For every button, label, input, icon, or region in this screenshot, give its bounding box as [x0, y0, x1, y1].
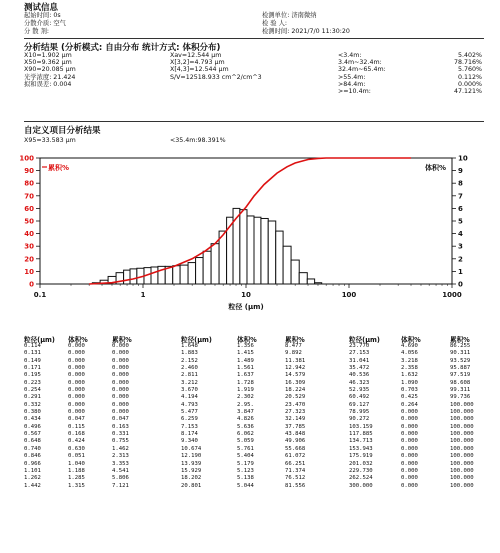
y-tick-label-right: 7: [458, 192, 463, 201]
table-cell: 100.000: [450, 438, 474, 445]
table-cell: 0.000: [401, 409, 418, 416]
table-cell: 20.801: [181, 482, 202, 489]
table-cell: 1.040: [68, 460, 85, 467]
table-cell: 0.000: [68, 409, 85, 416]
table-col-cum-1: [112, 343, 129, 490]
analysis-col4: 5.402% 78.716% 5.760% 0.112% 0.000% 47.121%: [453, 52, 482, 96]
table-cell: 0.000: [112, 350, 129, 357]
histogram-bar: [291, 260, 299, 284]
start-time: 起始时间: 0s: [24, 12, 61, 19]
table-col-cum-2: [285, 343, 305, 490]
custom-x95: X95=33.583 μm: [24, 137, 76, 144]
table-header-size: 粒径(μm): [349, 336, 380, 344]
y-tick-label-left: 10: [24, 267, 34, 276]
table-cell: 16.309: [285, 379, 306, 386]
histogram-bar: [188, 263, 196, 284]
table-cell: 0.000: [401, 431, 418, 438]
table-cell: 61.072: [285, 453, 306, 460]
custom-heading: 自定义项目分析结果: [24, 126, 101, 136]
histogram-bar: [180, 265, 188, 284]
table-cell: 8.174: [181, 431, 198, 438]
table-cell: 40.536: [349, 372, 370, 379]
table-cell: 6.062: [237, 431, 254, 438]
table-cell: 98.608: [450, 379, 471, 386]
table-cell: 55.668: [285, 445, 306, 452]
table-cell: 4.541: [112, 467, 129, 474]
table-cell: 35.472: [349, 365, 370, 372]
table-cell: 95.887: [450, 365, 471, 372]
table-cell: 0.163: [112, 423, 129, 430]
table-cell: 262.524: [349, 475, 373, 482]
table-cell: 0.000: [112, 343, 129, 349]
table-cell: 2.358: [401, 365, 418, 372]
table-cell: 81.556: [285, 482, 306, 489]
table-cell: 0.703: [401, 387, 418, 394]
histogram-bar: [240, 210, 247, 284]
table-cell: 0.195: [24, 372, 41, 379]
table-cell: 1.632: [401, 372, 418, 379]
table-cell: 18.224: [285, 387, 306, 394]
y-tick-label-right: 2: [458, 255, 463, 264]
table-cell: 32.149: [285, 416, 306, 423]
y-tick-label-left: 0: [29, 280, 34, 289]
table-cell: 153.943: [349, 445, 373, 452]
histogram-bar: [254, 217, 261, 284]
table-cell: 5.404: [237, 453, 254, 460]
table-cell: 1.919: [237, 387, 254, 394]
table-cell: 0.171: [24, 365, 41, 372]
table-cell: 31.041: [349, 357, 370, 364]
table-cell: 0.000: [112, 387, 129, 394]
custom-percent: <35.4m:98.391%: [170, 137, 226, 144]
table-header-vol: 体积%: [237, 336, 257, 344]
histogram-bar: [261, 218, 268, 284]
table-header-size: 粒径(μm): [24, 336, 55, 344]
table-cell: 18.202: [181, 475, 202, 482]
table-col-size-1: [24, 343, 41, 490]
table-cell: 3.847: [237, 409, 254, 416]
table-cell: 100.000: [450, 401, 474, 408]
table-cell: 20.529: [285, 394, 306, 401]
table-cell: 100.000: [450, 482, 474, 489]
table-cell: 0.630: [68, 445, 85, 452]
table-cell: 0.966: [24, 460, 41, 467]
table-cell: 0.496: [24, 423, 41, 430]
table-cell: 3.670: [181, 387, 198, 394]
y-tick-label-right: 9: [458, 167, 463, 176]
table-cell: 0.434: [24, 416, 41, 423]
table-cell: 5.123: [237, 467, 254, 474]
y-tick-label-right: 0: [458, 280, 463, 289]
data-table: [0, 334, 500, 553]
x-tick-label: 1: [140, 291, 146, 299]
table-cell: 0.000: [401, 467, 418, 474]
table-cell: 5.044: [237, 482, 254, 489]
x-tick-label: 10: [241, 291, 251, 299]
table-cell: 0.000: [401, 423, 418, 430]
table-cell: 23.470: [285, 401, 306, 408]
divider: [24, 38, 484, 39]
y-tick-label-right: 1: [458, 267, 463, 276]
table-cell: 0.149: [24, 357, 41, 364]
table-cell: 1.315: [68, 482, 85, 489]
table-cell: 0.000: [112, 372, 129, 379]
table-cell: 23.770: [349, 343, 370, 349]
y-tick-label-right: 4: [458, 230, 463, 239]
y-tick-label-left: 100: [19, 154, 34, 163]
table-header-vol: 体积%: [68, 336, 88, 344]
table-cell: 43.848: [285, 431, 306, 438]
table-cell: 117.885: [349, 431, 373, 438]
table-cell: 1.285: [68, 475, 85, 482]
y-tick-label-left: 70: [24, 192, 34, 201]
table-cell: 1.262: [24, 475, 41, 482]
x-axis-label: 粒径 (μm): [228, 303, 264, 311]
table-cell: 0.047: [112, 416, 129, 423]
table-cell: 0.567: [24, 431, 41, 438]
table-cell: 0.424: [68, 438, 85, 445]
y-tick-label-left: 50: [24, 217, 34, 226]
table-cell: 14.579: [285, 372, 306, 379]
table-cell: 0.000: [401, 438, 418, 445]
histogram-bar: [173, 266, 180, 284]
table-cell: 103.159: [349, 423, 373, 430]
table-cell: 76.512: [285, 475, 306, 482]
table-cell: 3.212: [181, 379, 198, 386]
table-cell: 0.000: [112, 409, 129, 416]
table-cell: 1.648: [181, 343, 198, 349]
histogram-bar: [276, 231, 283, 284]
table-cell: 8.477: [285, 343, 302, 349]
table-cell: 9.892: [285, 350, 302, 357]
table-cell: 0.047: [68, 416, 85, 423]
analysis-col1: X10=1.902 μm X50=9.362 μm X90=20.085 μm 光学浓度: 21.424 拟和误差: 0.004: [24, 52, 76, 88]
table-cell: 175.919: [349, 453, 373, 460]
table-col-size-3: [349, 343, 373, 490]
dispersant: 分散介质: 空气: [24, 20, 66, 27]
table-cell: 100.000: [450, 453, 474, 460]
table-cell: 60.492: [349, 394, 370, 401]
table-header-cum: 累积%: [112, 336, 132, 344]
table-cell: 300.000: [349, 482, 373, 489]
table-cell: 5.636: [237, 423, 254, 430]
table-col-vol-2: [237, 343, 254, 490]
table-cell: 100.000: [450, 467, 474, 474]
table-cell: 97.519: [450, 372, 471, 379]
table-cell: 0.264: [401, 401, 418, 408]
table-cell: 0.114: [24, 343, 41, 349]
table-cell: 0.051: [68, 453, 85, 460]
table-cell: 0.000: [401, 416, 418, 423]
table-header-vol: 体积%: [401, 336, 421, 344]
table-cell: 100.000: [450, 445, 474, 452]
table-cell: 0.000: [112, 394, 129, 401]
table-cell: 99.736: [450, 394, 471, 401]
table-cell: 90.311: [450, 350, 471, 357]
table-cell: 71.374: [285, 467, 306, 474]
table-cell: 2.460: [181, 365, 198, 372]
table-cell: 27.323: [285, 409, 306, 416]
table-cell: 0.000: [68, 394, 85, 401]
table-cell: 100.000: [450, 416, 474, 423]
table-cell: 11.381: [285, 357, 306, 364]
table-cell: 69.127: [349, 401, 370, 408]
table-cell: 134.713: [349, 438, 373, 445]
table-cell: 0.000: [401, 453, 418, 460]
y-tick-label-left: 30: [24, 242, 34, 251]
table-cell: 0.000: [112, 357, 129, 364]
table-cell: 0.000: [68, 343, 85, 349]
table-cell: 2.95.: [237, 401, 254, 408]
table-cell: 0.000: [112, 365, 129, 372]
table-cell: 4.690: [401, 343, 418, 349]
table-cell: 5.806: [112, 475, 129, 482]
table-cell: 0.000: [68, 350, 85, 357]
table-cell: 100.000: [450, 475, 474, 482]
table-cell: 1.356: [237, 343, 254, 349]
particle-size-chart: [0, 148, 500, 318]
table-cell: 2.811: [181, 372, 198, 379]
table-cell: 100.000: [450, 423, 474, 430]
legend-volume: 体积%: [424, 164, 446, 172]
histogram-bar: [307, 279, 314, 284]
table-cell: 0.000: [401, 482, 418, 489]
table-cell: 66.251: [285, 460, 306, 467]
y-tick-label-left: 60: [24, 204, 34, 213]
table-cell: 52.935: [349, 387, 370, 394]
table-cell: 0.648: [24, 438, 41, 445]
x-tick-label: 100: [341, 291, 357, 299]
histogram-bar: [124, 270, 130, 284]
table-cell: 1.415: [237, 350, 254, 357]
table-cell: 13.939: [181, 460, 202, 467]
table-cell: 100.000: [450, 460, 474, 467]
table-cell: 37.785: [285, 423, 306, 430]
table-cell: 5.761: [237, 445, 254, 452]
table-cell: 5.059: [237, 438, 254, 445]
table-cell: 1.090: [401, 379, 418, 386]
histogram-bar: [299, 273, 307, 284]
table-cell: 1.561: [237, 365, 254, 372]
table-cell: 1.442: [24, 482, 41, 489]
y-tick-label-left: 20: [24, 255, 34, 264]
operator: 检 验 人:: [262, 20, 288, 27]
instrument: 检测单位: 济南微纳: [262, 12, 317, 19]
table-cell: 0.331: [112, 431, 129, 438]
table-cell: 7.121: [112, 482, 129, 489]
table-cell: 1.883: [181, 350, 198, 357]
histogram-bar: [268, 221, 276, 284]
table-cell: 0.223: [24, 379, 41, 386]
analysis-col3: <3.4m: 3.4m~32.4m: 32.4m~65.4m: >55.4m: >84.4m: >=10.4m:: [338, 52, 386, 96]
table-cell: 0.740: [24, 445, 41, 452]
table-col-vol-3: [401, 343, 418, 490]
histogram-bar: [151, 267, 158, 284]
table-cell: 86.255: [450, 343, 471, 349]
table-cell: 100.000: [450, 409, 474, 416]
section-test-info: 测试信息: [24, 3, 59, 13]
table-cell: 10.674: [181, 445, 202, 452]
table-cell: 0.000: [112, 379, 129, 386]
y-tick-label-right: 5: [458, 217, 463, 226]
analysis-col2: Xav=12.544 μm X[3,2]=4.793 μm X[4,3]=12.544 μm S/V=12518.933 cm^2/cm^3: [170, 52, 262, 81]
table-cell: 0.000: [68, 379, 85, 386]
y-tick-label-left: 90: [24, 167, 34, 176]
y-tick-label-right: 3: [458, 242, 463, 251]
y-tick-label-right: 10: [458, 154, 468, 163]
table-cell: 99.311: [450, 387, 471, 394]
table-cell: 0.168: [68, 431, 85, 438]
table-cell: 90.272: [349, 416, 370, 423]
table-cell: 1.188: [68, 467, 85, 474]
table-cell: 4.194: [181, 394, 198, 401]
table-col-size-2: [181, 343, 201, 490]
table-cell: 4.826: [237, 416, 254, 423]
table-cell: 78.995: [349, 409, 370, 416]
table-cell: 93.529: [450, 357, 471, 364]
table-cell: 0.000: [68, 357, 85, 364]
table-cell: 5.477: [181, 409, 198, 416]
analysis-heading: 分析结果 (分析模式: 自由分布 统计方式: 体积分布): [24, 43, 221, 53]
table-cell: 15.929: [181, 467, 202, 474]
histogram-bar: [315, 283, 322, 284]
y-tick-label-left: 80: [24, 179, 34, 188]
table-cell: 0.846: [24, 453, 41, 460]
histogram-bar: [211, 244, 219, 284]
table-cell: 1.728: [237, 379, 254, 386]
table-cell: 6.259: [181, 416, 198, 423]
divider: [24, 121, 484, 122]
histogram-bar: [247, 216, 254, 284]
table-col-vol-1: [68, 343, 85, 490]
table-cell: 49.906: [285, 438, 306, 445]
table-cell: 3.218: [401, 357, 418, 364]
table-cell: 0.254: [24, 387, 41, 394]
legend-cumulative: 累积%: [48, 164, 70, 172]
table-header-cum: 累积%: [285, 336, 305, 344]
table-cell: 4.793: [181, 401, 198, 408]
table-cell: 0.755: [112, 438, 129, 445]
test-time: 检测时间: 2021/7/0 11:30:20: [262, 28, 350, 35]
table-cell: 0.000: [112, 401, 129, 408]
y-tick-label-right: 6: [458, 204, 463, 213]
y-tick-label-left: 40: [24, 230, 34, 239]
table-cell: 7.153: [181, 423, 198, 430]
class: 分 散 剂:: [24, 28, 50, 35]
table-cell: 2.152: [181, 357, 198, 364]
table-cell: 2.302: [237, 394, 254, 401]
table-cell: 1.637: [237, 372, 254, 379]
histogram-bar: [203, 251, 211, 284]
table-cell: 0.000: [68, 365, 85, 372]
y-tick-label-right: 8: [458, 179, 463, 188]
table-cell: 100.000: [450, 431, 474, 438]
table-col-cum-3: [450, 343, 474, 490]
table-cell: 12.190: [181, 453, 202, 460]
table-cell: 0.000: [401, 445, 418, 452]
histogram-bar: [283, 246, 291, 284]
table-cell: 0.000: [68, 372, 85, 379]
table-cell: 1.101: [24, 467, 41, 474]
table-header-cum: 累积%: [450, 336, 470, 344]
table-cell: 27.153: [349, 350, 370, 357]
table-cell: 229.730: [349, 467, 373, 474]
table-cell: 0.000: [68, 387, 85, 394]
table-header-size: 粒径(μm): [181, 336, 212, 344]
table-cell: 0.425: [401, 394, 418, 401]
table-cell: 1.489: [237, 357, 254, 364]
table-cell: 0.332: [24, 401, 41, 408]
table-cell: 5.138: [237, 475, 254, 482]
histogram-bar: [196, 258, 204, 284]
table-cell: 0.380: [24, 409, 41, 416]
table-cell: 201.032: [349, 460, 373, 467]
table-cell: 5.179: [237, 460, 254, 467]
table-cell: 46.323: [349, 379, 370, 386]
table-cell: 2.313: [112, 453, 129, 460]
histogram-bar: [130, 269, 137, 284]
table-cell: 9.340: [181, 438, 198, 445]
table-cell: 0.291: [24, 394, 41, 401]
table-cell: 0.115: [68, 423, 85, 430]
x-tick-label: 1000: [442, 291, 462, 299]
table-cell: 12.942: [285, 365, 306, 372]
table-cell: 0.000: [401, 460, 418, 467]
table-cell: 0.000: [401, 475, 418, 482]
table-cell: 0.131: [24, 350, 41, 357]
table-cell: 0.000: [68, 401, 85, 408]
table-cell: 4.056: [401, 350, 418, 357]
table-cell: 1.462: [112, 445, 129, 452]
x-tick-label: 0.1: [33, 291, 47, 299]
table-cell: 3.353: [112, 460, 129, 467]
